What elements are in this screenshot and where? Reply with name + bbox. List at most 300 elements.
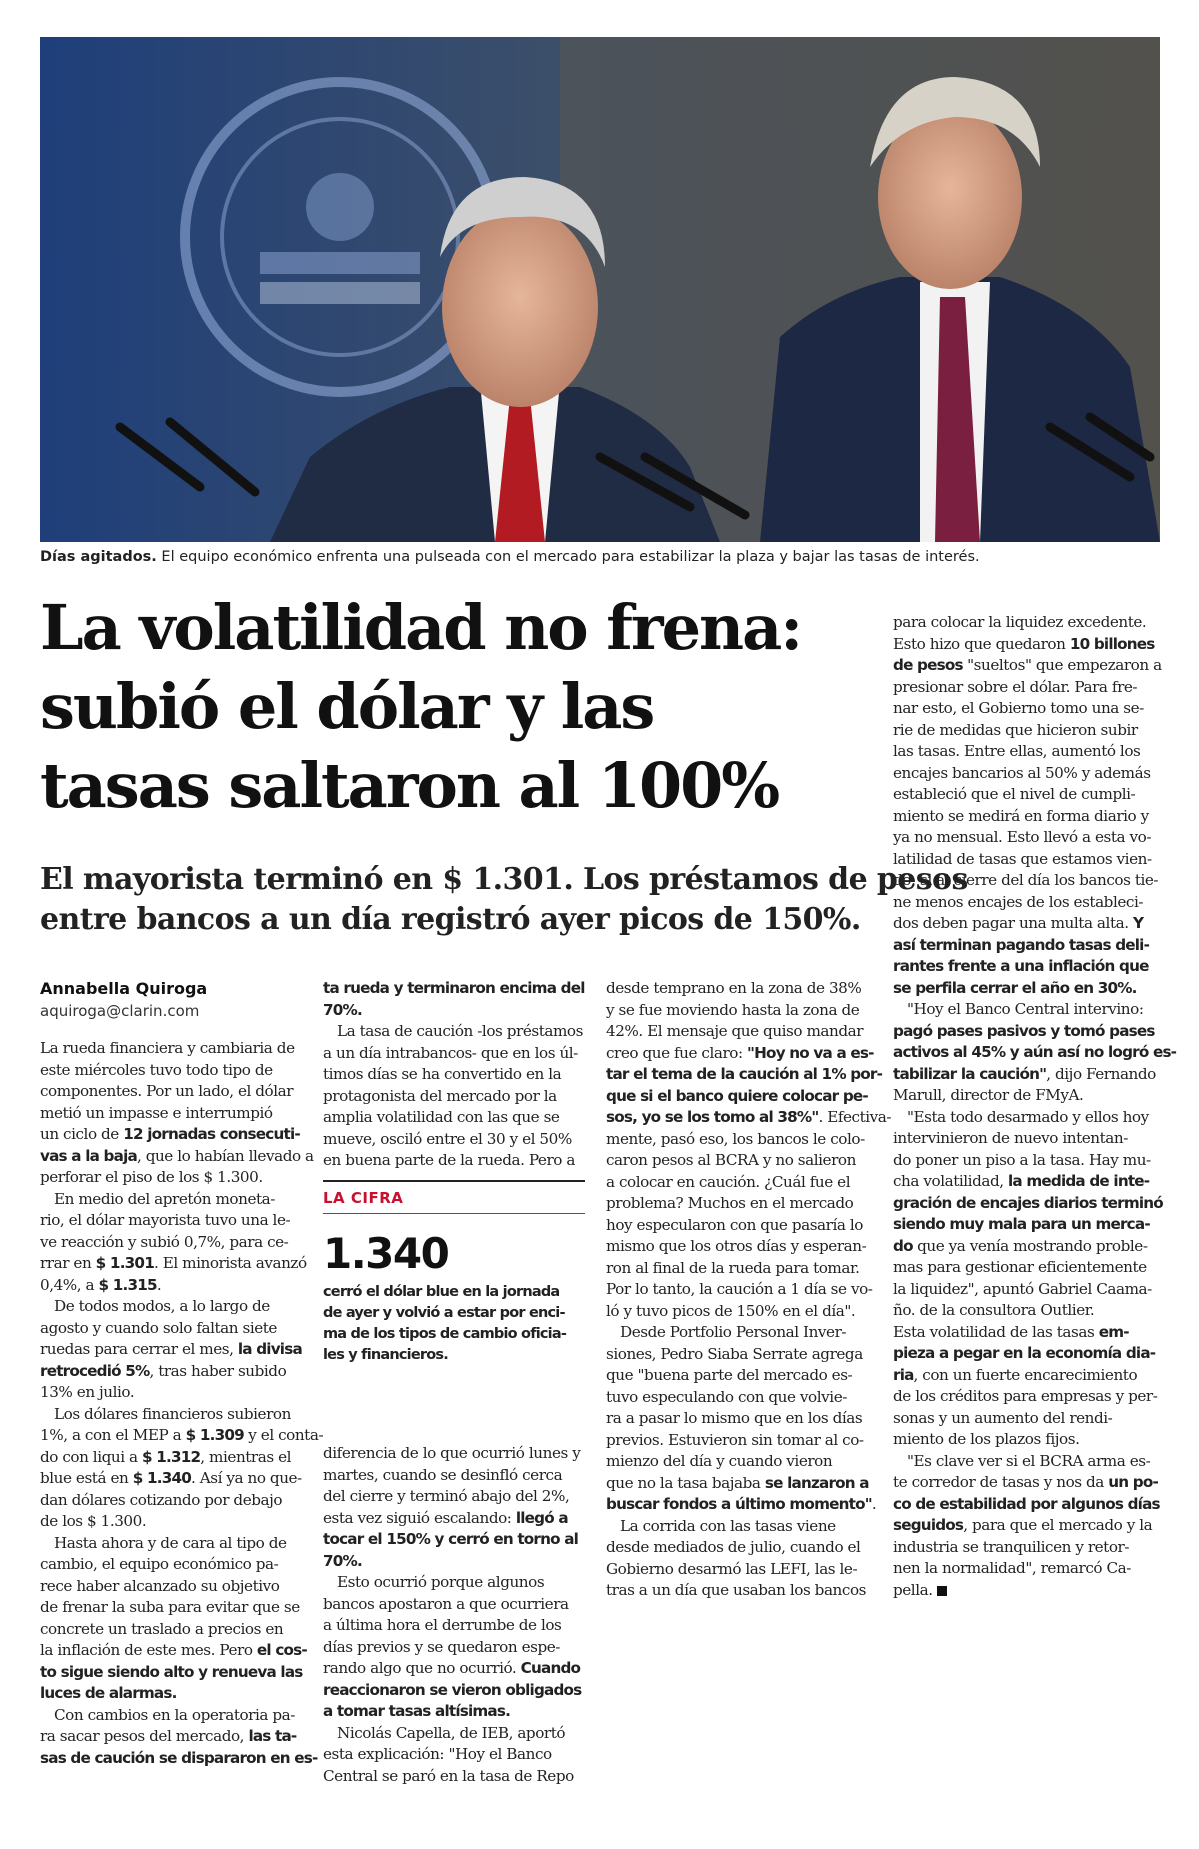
text-run: y se fue moviendo hasta la zona de (606, 1000, 860, 1019)
text-line (40, 1232, 302, 1254)
text-line (40, 1554, 302, 1576)
text-run: desde temprano en la zona de 38% (606, 979, 862, 997)
text-line (40, 1533, 302, 1555)
text-line (323, 1443, 585, 1465)
bold-text: ria (893, 1365, 914, 1384)
text-run: previos. Estuvieron sin tomar al co- (606, 1430, 864, 1449)
text-line (40, 1189, 302, 1211)
text-run: perforar el piso de los $ 1.300. (40, 1168, 263, 1186)
text-line (40, 1060, 302, 1082)
subhead-line: El mayorista terminó en $ 1.301. Los préstamos de pesos (40, 862, 968, 897)
text-run: ra sacar pesos del mercado, (40, 1727, 249, 1745)
bold-text: seguidos (893, 1516, 964, 1534)
text-line (606, 1150, 872, 1172)
text-run: pella. (893, 1580, 933, 1599)
text-line (606, 1301, 872, 1323)
text-run: . Efectiva- (818, 1108, 892, 1126)
text-line (893, 1494, 1159, 1516)
text-line (606, 1086, 872, 1108)
bold-text: retrocedió 5% (40, 1361, 150, 1380)
text-run: "sueltos" que empezaron a (962, 656, 1162, 674)
text-line (893, 1085, 1159, 1107)
text-run: la liquidez", apuntó Gabriel Caama- (893, 1279, 1152, 1298)
text-run: La tasa de caución -los préstamos (337, 1022, 583, 1040)
text-line (40, 1447, 302, 1469)
text-run: la inflación de este mes. Pero (40, 1641, 257, 1659)
text-line (893, 1537, 1159, 1559)
text-line (893, 698, 1159, 720)
text-run: rece haber alcanzado su objetivo (40, 1576, 280, 1595)
text-line (893, 677, 1159, 699)
end-of-article-mark (937, 1586, 947, 1596)
text-run: Desde Portfolio Personal Inver- (620, 1323, 847, 1341)
text-line (893, 1300, 1159, 1322)
text-line (40, 1748, 318, 1770)
text-run: tras a un día que usaban los bancos (606, 1581, 866, 1599)
text-run: de los $ 1.300. (40, 1512, 147, 1530)
text-run: blue está en (40, 1469, 133, 1487)
text-line (40, 1124, 302, 1146)
text-run: miento de los plazos fijos. (893, 1430, 1080, 1448)
bold-text: rantes frente a una inflación que (893, 957, 1149, 975)
text-run: timos días se ha convertido en la (323, 1065, 562, 1083)
text-line (606, 1387, 872, 1409)
text-line (40, 1210, 302, 1232)
text-run: 42%. El mensaje que quiso mandar (606, 1022, 864, 1040)
text-line (893, 1386, 1159, 1408)
bold-text: activos al 45% y aún así no logró es- (893, 1043, 1177, 1061)
column-body (893, 612, 1177, 1601)
text-line (323, 1701, 585, 1723)
text-line (893, 1236, 1159, 1258)
text-line (323, 1086, 585, 1108)
text-run: estableció que el nivel de cumpli- (893, 785, 1136, 803)
cifra-divider (323, 1213, 585, 1214)
article-column-1 (40, 978, 324, 1769)
text-run: presionar sobre el dólar. Para fre- (893, 677, 1138, 696)
text-run: esta explicación: "Hoy el Banco (323, 1745, 552, 1763)
article-column-2 (323, 978, 585, 1366)
text-run: a colocar en caución. ¿Cuál fue el (606, 1172, 851, 1191)
text-run: Por lo tanto, la caución a 1 día se vo- (606, 1280, 873, 1298)
text-run: tuvo especulando con que volvie- (606, 1387, 847, 1406)
cifra-desc-line: de ayer y volvió a estar por enci- (323, 1305, 565, 1321)
column-body (323, 978, 585, 1172)
text-line (323, 978, 585, 1000)
text-line (323, 1129, 585, 1151)
subheadline (40, 860, 968, 940)
text-run: problema? Muchos en el mercado (606, 1194, 854, 1212)
text-line (40, 1425, 324, 1447)
text-line (323, 1572, 585, 1594)
text-line (606, 1107, 892, 1129)
text-line (606, 1365, 872, 1387)
text-run: en buena parte de la rueda. Pero a (323, 1151, 575, 1169)
text-run: ra a pasar lo mismo que en los días (606, 1409, 863, 1427)
cifra-description (323, 1282, 585, 1366)
bold-text: do (893, 1236, 913, 1255)
text-line (40, 1339, 302, 1361)
text-run: amplia volatilidad con las que se (323, 1108, 560, 1126)
text-line (40, 1275, 302, 1297)
text-run: latilidad de tasas que estamos vien- (893, 849, 1152, 868)
text-run: La corrida con las tasas viene (620, 1516, 836, 1535)
text-run: Con cambios en la operatoria pa- (54, 1705, 295, 1724)
text-run: esta vez siguió escalando: (323, 1508, 516, 1527)
text-run: En medio del apretón moneta- (54, 1189, 275, 1208)
text-line (40, 1662, 302, 1684)
photo-caption (40, 544, 1160, 570)
text-line (893, 827, 1159, 849)
author-name: Annabella Quiroga (40, 979, 208, 998)
text-line (40, 1253, 307, 1275)
text-run: mas para gestionar eficientemente (893, 1258, 1147, 1276)
text-line (606, 1408, 872, 1430)
text-line (893, 763, 1159, 785)
text-line (893, 784, 1159, 806)
bold-text: la medida de inte- (1008, 1172, 1150, 1190)
bold-text: se perfila cerrar el año en 30%. (893, 978, 1137, 997)
text-line (40, 1404, 302, 1426)
text-line (606, 1537, 872, 1559)
text-run: este miércoles tuvo todo tipo de (40, 1060, 273, 1079)
bold-text: un po- (1108, 1473, 1158, 1491)
text-line (893, 720, 1159, 742)
text-run: Hasta ahora y de cara al tipo de (54, 1533, 287, 1552)
text-line (606, 1021, 872, 1043)
bold-text: Cuando (520, 1659, 581, 1677)
bold-text: $ 1.301 (95, 1254, 154, 1272)
cifra-label: LA CIFRA (323, 1188, 404, 1207)
text-line (323, 1043, 585, 1065)
text-run: que no la tasa bajaba (606, 1473, 765, 1492)
text-run: un ciclo de (40, 1125, 124, 1143)
text-line (893, 806, 1159, 828)
text-run: te corredor de tasas y nos da (893, 1473, 1109, 1491)
bold-text: 12 jornadas consecuti- (123, 1125, 300, 1143)
text-line (893, 956, 1159, 978)
text-run: mueve, osciló entre el 30 y el 50% (323, 1129, 572, 1148)
text-run: cha volatilidad, (893, 1172, 1008, 1190)
author-email: aquiroga@clarin.com (40, 1002, 200, 1020)
text-line (323, 1723, 585, 1745)
text-run: nen la normalidad", remarcó Ca- (893, 1559, 1131, 1577)
text-run: hoy especularon con que pasaría lo (606, 1215, 863, 1234)
bold-text: tabilizar la caución" (893, 1064, 1047, 1083)
headline-line: subió el dólar y las (40, 670, 654, 743)
bold-text: 70%. (323, 1000, 362, 1019)
text-line (893, 1150, 1159, 1172)
text-run: concrete un traslado a precios en (40, 1619, 284, 1638)
text-line (40, 1081, 302, 1103)
text-run: cambio, el equipo económico pa- (40, 1555, 279, 1573)
text-line (323, 1615, 585, 1637)
text-run: ve reacción y subió 0,7%, para ce- (40, 1232, 289, 1251)
headline-line: La volatilidad no frena: (40, 591, 802, 664)
text-line (606, 1236, 872, 1258)
text-line (606, 1215, 872, 1237)
text-run: Esto ocurrió porque algunos (337, 1573, 545, 1591)
text-line (40, 1038, 302, 1060)
text-run: que "buena parte del mercado es- (606, 1366, 853, 1384)
text-line (893, 1279, 1159, 1301)
text-line (40, 1490, 302, 1512)
text-line (40, 1683, 302, 1705)
text-line (40, 1382, 302, 1404)
text-run: Los dólares financieros subieron (54, 1404, 291, 1423)
text-run: dan dólares cotizando por debajo (40, 1490, 283, 1509)
text-line (40, 1103, 302, 1125)
text-run: a última hora el derrumbe de los (323, 1616, 562, 1634)
article-column-2-continued (323, 1443, 585, 1787)
bold-text: gración de encajes diarios terminó (893, 1193, 1163, 1212)
text-line (893, 1451, 1159, 1473)
bold-text: to sigue siendo alto y renueva las (40, 1662, 303, 1681)
text-run: , tras haber subido (149, 1361, 287, 1380)
text-line (893, 892, 1159, 914)
text-line (893, 1429, 1159, 1451)
text-run: 0,4%, a (40, 1275, 99, 1294)
text-line (893, 1171, 1159, 1193)
text-line (893, 1214, 1159, 1236)
bold-text: 10 billones (1069, 634, 1155, 653)
text-line (606, 1258, 872, 1280)
text-run: rando algo que no ocurrió. (323, 1659, 521, 1677)
text-run: mente, pasó eso, los bancos le colo- (606, 1129, 865, 1148)
text-line (893, 1021, 1159, 1043)
text-run: "Es clave ver si el BCRA arma es- (907, 1451, 1151, 1470)
text-run: y el conta- (243, 1426, 324, 1444)
text-line (893, 1580, 1159, 1602)
text-line (893, 1472, 1159, 1494)
text-line (893, 978, 1159, 1000)
text-run: componentes. Por un lado, el dólar (40, 1082, 294, 1100)
bold-text: reaccionaron se vieron obligados (323, 1680, 582, 1699)
bold-text: $ 1.315 (98, 1275, 157, 1294)
subhead-line: entre bancos a un día registró ayer picos de 150%. (40, 902, 861, 937)
bold-text: co de estabilidad por algunos días (893, 1494, 1160, 1513)
article-column-3 (606, 978, 892, 1602)
bold-text: buscar fondos a último momento" (606, 1495, 872, 1513)
text-line (606, 1000, 872, 1022)
text-line (40, 1361, 302, 1383)
text-run: encajes bancarios al 50% y además (893, 763, 1151, 782)
bold-text: de pesos (893, 656, 963, 674)
bold-text: $ 1.309 (185, 1426, 244, 1444)
cifra-number: 1.340 (323, 1229, 449, 1278)
text-line (323, 1508, 585, 1530)
text-run: do con liqui a (40, 1447, 142, 1466)
text-line (893, 935, 1159, 957)
text-line (893, 1365, 1159, 1387)
bold-text: luces de alarmas. (40, 1684, 177, 1702)
bold-text: vas a la baja (40, 1146, 137, 1165)
article-column-4 (893, 612, 1177, 1601)
text-run: ne menos encajes de los estableci- (893, 892, 1144, 911)
text-run: de los créditos para empresas y per- (893, 1387, 1158, 1405)
text-run: rrar en (40, 1254, 96, 1272)
text-line (893, 1064, 1159, 1086)
bold-text: siendo muy mala para un merca- (893, 1215, 1150, 1233)
la-cifra-box (323, 1180, 585, 1367)
text-line (893, 1193, 1163, 1215)
bold-text: la divisa (237, 1340, 302, 1358)
bold-text: el cos- (256, 1641, 307, 1659)
text-line (323, 1486, 585, 1508)
cifra-desc-line: ma de los tipos de cambio oficia- (323, 1326, 567, 1342)
text-line (893, 1257, 1159, 1279)
text-run: ló y tuvo picos de 150% en el día". (606, 1301, 856, 1320)
text-run: Nicolás Capella, de IEB, aportó (337, 1723, 566, 1742)
text-run: do poner un piso a la tasa. Hay mu- (893, 1150, 1151, 1169)
text-run: metió un impasse e interrumpió (40, 1103, 273, 1122)
bold-text: "Hoy no va a es- (747, 1043, 874, 1062)
text-line (893, 741, 1159, 763)
text-line (893, 1042, 1177, 1064)
text-line (606, 1193, 872, 1215)
text-line (893, 612, 1159, 634)
text-line (323, 1465, 585, 1487)
text-run: caron pesos al BCRA y no salieron (606, 1151, 856, 1169)
text-run: . El minorista avanzó (153, 1254, 307, 1272)
text-run: intervinieron de nuevo intentan- (893, 1129, 1128, 1147)
text-line (323, 1551, 585, 1573)
text-run: para colocar la liquidez excedente. (893, 613, 1147, 631)
headline (40, 588, 880, 825)
text-run: Esta volatilidad de las tasas (893, 1322, 1099, 1341)
text-line (893, 1343, 1159, 1365)
text-line (323, 1529, 585, 1551)
text-line (893, 849, 1159, 871)
bold-text: que si el banco quiere colocar pe- (606, 1086, 868, 1105)
column-body (606, 978, 892, 1602)
text-run: Gobierno desarmó las LEFI, las le- (606, 1559, 858, 1578)
text-line (606, 1430, 872, 1452)
bold-text: las ta- (248, 1727, 297, 1745)
cifra-desc-line: les y financieros. (323, 1347, 448, 1363)
text-line (893, 1515, 1159, 1537)
text-line (606, 1559, 872, 1581)
text-line (606, 1451, 872, 1473)
text-line (40, 1146, 314, 1168)
text-run: rio, el dólar mayorista tuvo una le- (40, 1211, 291, 1229)
bold-text: tocar el 150% y cerró en torno al (323, 1530, 579, 1548)
text-run: ya no mensual. Esto llevó a esta vo- (893, 828, 1152, 846)
text-line (323, 1637, 585, 1659)
bold-text: 70%. (323, 1551, 362, 1570)
text-run: . Así ya no que- (191, 1469, 302, 1487)
text-run: ño. de la consultora Outlier. (893, 1301, 1095, 1319)
text-run: La rueda financiera y cambiaria de (40, 1039, 295, 1057)
text-run: mismo que los otros días y esperan- (606, 1237, 867, 1255)
text-run: martes, cuando se desinfló cerca (323, 1465, 563, 1484)
text-line (893, 913, 1159, 935)
text-line (323, 1594, 585, 1616)
text-run: , dijo Fernando (1046, 1064, 1156, 1083)
text-run: , que lo habían llevado a (136, 1146, 314, 1165)
text-run: ruedas para cerrar el mes, (40, 1340, 238, 1358)
text-line (606, 1580, 872, 1602)
text-run: a un día intrabancos- que en los úl- (323, 1043, 578, 1062)
text-line (40, 1705, 302, 1727)
text-line (893, 1322, 1159, 1344)
text-line (606, 1473, 872, 1495)
bold-text: ta rueda y terminaron encima del (323, 979, 585, 997)
text-run: que ya venía mostrando proble- (912, 1236, 1148, 1255)
bold-text: pieza a pegar en la economía dia- (893, 1344, 1156, 1362)
text-run: bancos apostaron a que ocurriera (323, 1594, 569, 1613)
text-run: agosto y cuando solo faltan siete (40, 1318, 277, 1337)
caption-text: El equipo económico enfrenta una pulseada con el mercado para estabilizar la plaza y bajar las tasas de interés. (156, 549, 980, 565)
text-run: siones, Pedro Siaba Serrate agrega (606, 1344, 863, 1363)
text-run: 1%, a con el MEP a (40, 1426, 186, 1444)
text-run: "Esta todo desarmado y ellos hoy (907, 1107, 1149, 1126)
text-line (606, 1043, 872, 1065)
text-run: industria se tranquilicen y retor- (893, 1537, 1130, 1556)
text-line (323, 1000, 585, 1022)
text-line (606, 1129, 872, 1151)
text-line (893, 999, 1159, 1021)
text-line (893, 634, 1159, 656)
text-run: , mientras el (200, 1447, 292, 1466)
text-run: ron al final de la rueda para tomar. (606, 1258, 860, 1277)
text-run: . (871, 1495, 877, 1513)
text-run: miento se medirá en forma diario y (893, 806, 1149, 825)
bold-text: pagó pases pasivos y tomó pases (893, 1021, 1155, 1040)
text-run: diferencia de lo que ocurrió lunes y (323, 1444, 581, 1462)
text-run: nar esto, el Gobierno tomo una se- (893, 699, 1144, 717)
bold-text: así terminan pagando tasas deli- (893, 935, 1150, 954)
bold-text: sas de caución se dispararon en es- (40, 1748, 318, 1767)
bold-text: se lanzaron a (764, 1473, 869, 1492)
text-line (40, 1511, 302, 1533)
text-line (323, 1744, 585, 1766)
text-run: días previos y se quedaron espe- (323, 1637, 560, 1656)
text-line (893, 870, 1159, 892)
bold-text: a tomar tasas altísimas. (323, 1702, 511, 1720)
bold-text: $ 1.340 (132, 1469, 191, 1487)
text-line (606, 1064, 883, 1086)
text-run: desde mediados de julio, cuando el (606, 1538, 861, 1556)
caption-lead: Días agitados. (40, 549, 157, 565)
text-line (40, 1296, 302, 1318)
text-line (893, 1107, 1159, 1129)
text-line (606, 1516, 872, 1538)
text-run: protagonista del mercado por la (323, 1086, 557, 1105)
text-run: Esto hizo que quedaron (893, 634, 1070, 653)
text-run: sonas y un aumento del rendi- (893, 1408, 1113, 1427)
text-run: rie de medidas que hicieron subir (893, 720, 1138, 739)
headline-line: tasas saltaron al 100% (40, 749, 779, 822)
text-run: Marull, director de FMyA. (893, 1086, 1084, 1104)
text-line (323, 1658, 585, 1680)
text-line (606, 1279, 872, 1301)
text-line (606, 1322, 872, 1344)
text-line (606, 1344, 872, 1366)
column-body (323, 1443, 585, 1787)
text-line (323, 1680, 585, 1702)
text-run: Central se paró en la tasa de Repo (323, 1766, 574, 1785)
bold-text: tar el tema de la caución al 1% por- (606, 1065, 883, 1083)
text-line (40, 1597, 302, 1619)
text-run: creo que fue claro: (606, 1043, 748, 1062)
text-line (40, 1167, 302, 1189)
text-line (40, 1726, 302, 1748)
text-line (893, 655, 1162, 677)
text-line (323, 1107, 585, 1129)
news-photo (40, 37, 1160, 542)
text-line (40, 1619, 302, 1641)
